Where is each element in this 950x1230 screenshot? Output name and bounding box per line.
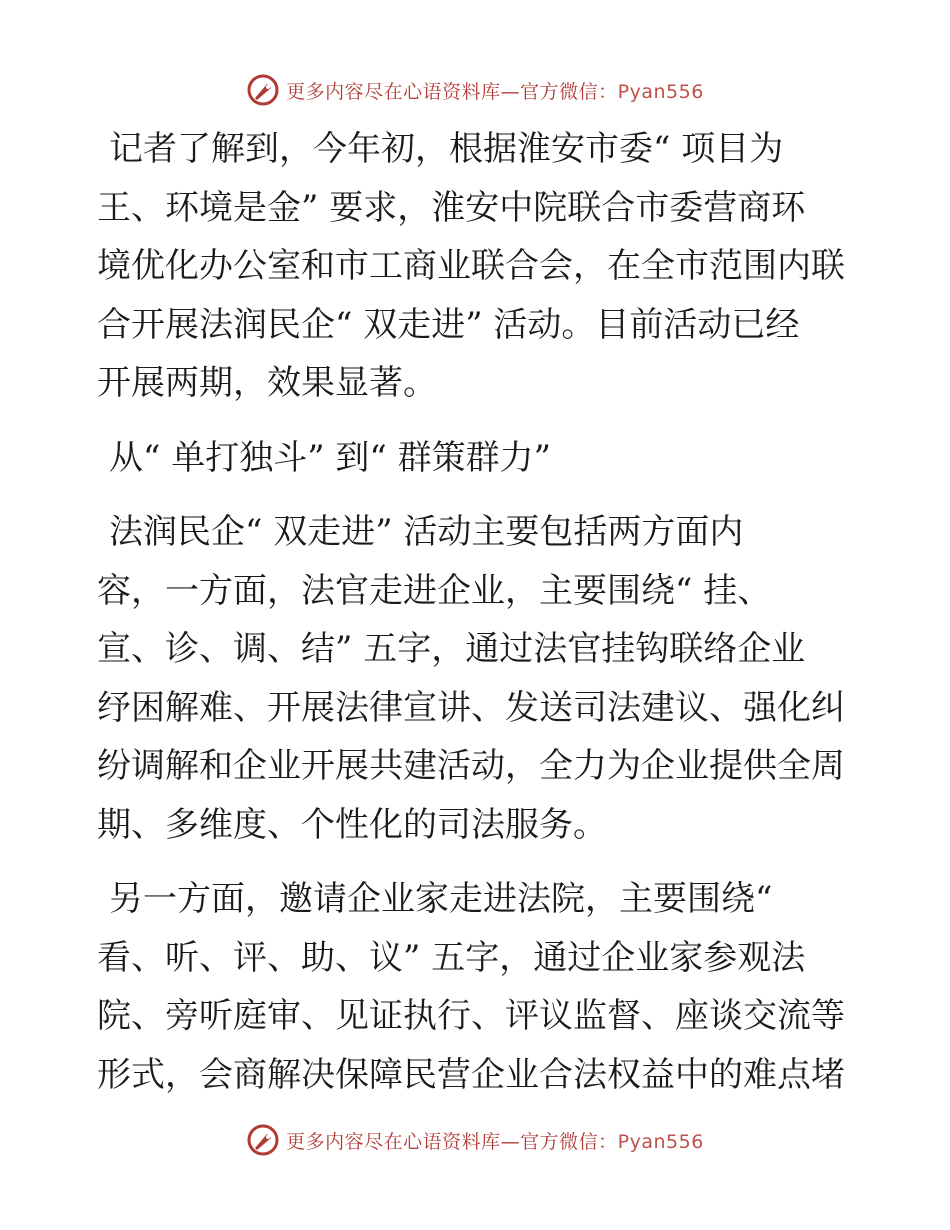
watermark-wechat-id: Pyan556 [617, 1130, 704, 1153]
text-line: 开展两期，效果显著。 [97, 363, 437, 403]
footer-watermark [0, 1120, 950, 1160]
section-heading [97, 429, 857, 488]
document-body [97, 120, 857, 1120]
text-line: 另一方面，邀请企业家走进法院，主要围绕“ [109, 879, 773, 919]
text-line: 容，一方面，法官走进企业，主要围绕“ 挂、 [97, 570, 772, 611]
pen-nib-logo-icon [246, 73, 280, 107]
text-line: 记者了解到，今年初，根据淮安市委“ 项目为 [109, 129, 784, 169]
paragraph-1 [97, 120, 857, 413]
heading-line: 从“ 单打独斗” 到“ 群策群力” [109, 437, 551, 478]
text-line: 境优化办公室和市工商业联合会，在全市范围内联 [97, 246, 845, 286]
header-watermark [0, 70, 950, 110]
text-line: 纾困解难、开展法律宣讲、发送司法建议、强化纠 [97, 687, 845, 728]
watermark-text: 更多内容尽在心语资料库—官方微信：Pyan556 [286, 80, 704, 103]
text-line: 院、旁听庭审、见证执行、评议监督、座谈交流等 [97, 996, 845, 1036]
text-line: 形式，会商解决保障民营企业合法权益中的难点堵 [97, 1054, 845, 1095]
text-line: 期、多维度、个性化的司法服务。 [97, 804, 607, 845]
text-line: 纷调解和企业开展共建活动，全力为企业提供全周 [97, 746, 845, 786]
watermark-wechat-id: Pyan556 [617, 80, 704, 103]
text-line: 宣、诊、调、结” 五字，通过法官挂钩联络企业 [97, 629, 806, 669]
text-line: 法润民企“ 双走进” 活动主要包括两方面内 [109, 512, 744, 552]
text-line: 看、听、评、助、议” 五字，通过企业家参观法 [97, 937, 806, 978]
text-line: 合开展法润民企“ 双走进” 活动。目前活动已经 [97, 304, 800, 345]
paragraph-3 [97, 870, 857, 1104]
watermark-text: 更多内容尽在心语资料库—官方微信：Pyan556 [286, 1130, 704, 1153]
paragraph-2 [97, 503, 857, 854]
text-line: 王、环境是金” 要求，淮安中院联合市委营商环 [97, 187, 806, 228]
pen-nib-logo-icon [246, 1123, 280, 1157]
